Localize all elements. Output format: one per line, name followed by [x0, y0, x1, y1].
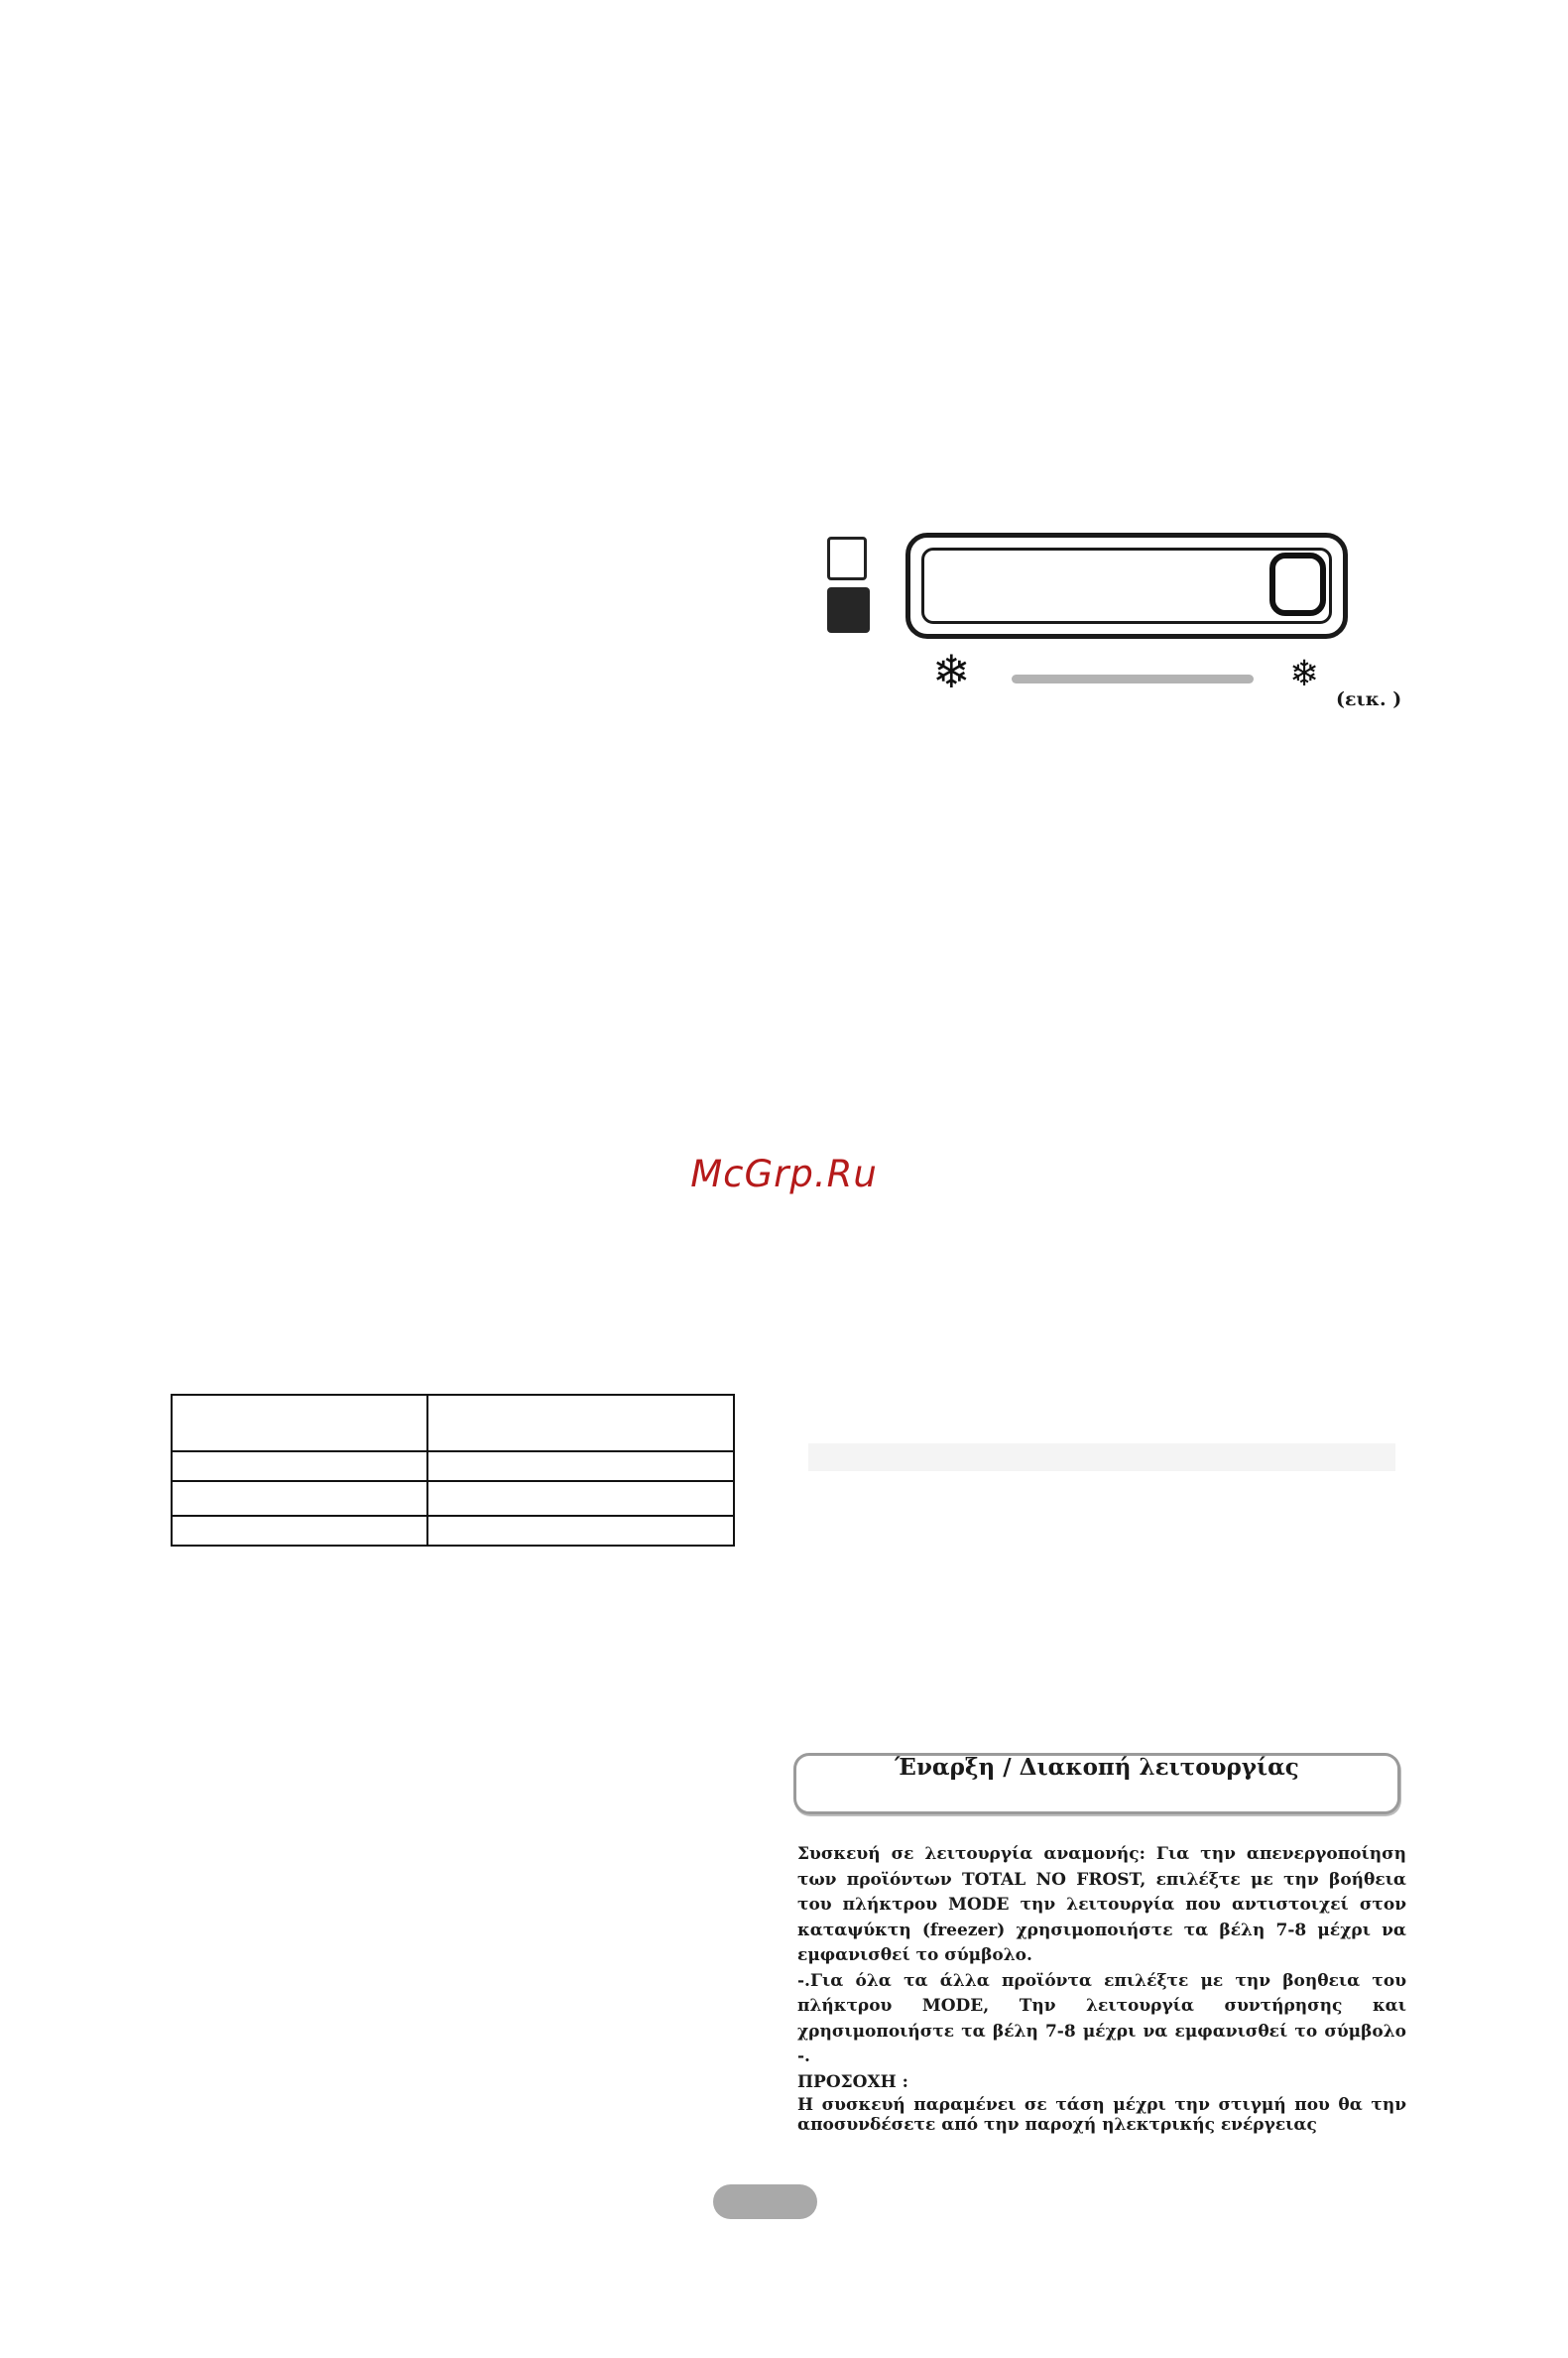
body-paragraph: -.Για όλα τα άλλα προϊόντα επιλέξτε με την βοηθεια του πλήκτρου MODE, Την λειτουργία συντήρησης και χρησιμοποιήστε τα βέλη 7-8 μέχρι να εμφανισθεί το σύμβολο -. — [797, 1970, 1406, 2066]
section-body — [797, 1842, 1406, 2135]
indicator-dark-square — [827, 587, 870, 633]
table-column-divider — [426, 1394, 428, 1547]
snowflake-large-icon: ❄ — [932, 645, 971, 698]
section-heading: Έναρξη / Διακοπή λειτουργίας — [895, 1754, 1299, 1781]
indicator-light-square — [827, 537, 867, 580]
table-row-divider — [171, 1450, 735, 1452]
page-number-pill — [713, 2184, 817, 2219]
snowflake-small-icon: ❄ — [1289, 654, 1320, 694]
warning-label: ΠΡΟΣΟΧΗ : — [797, 2071, 908, 2092]
body-paragraph: Συσκευή σε λειτουργία αναμονής: Για την απενεργοποίηση των προϊόντων TOTAL NO FROST, επιλέξτε με την βοήθεια του πλήκτρου MODE την λειτουργία που αντιστοιχεί στον καταψύκτη (freezer) χρησιμοποιήστε τα βέλη 7-8 μέχρι να εμφανισθεί το σύμβολο. — [797, 1844, 1406, 1965]
gray-band — [808, 1443, 1395, 1471]
display-button — [1269, 553, 1326, 616]
figure-label: (εικ. ) — [1336, 688, 1402, 710]
table-row-divider — [171, 1480, 735, 1482]
watermark: McGrp.Ru — [690, 1153, 878, 1195]
table-row-divider — [171, 1515, 735, 1517]
settings-table — [171, 1394, 735, 1547]
warning-text: Η συσκευή παραμένει σε τάση μέχρι την στιγμή που θα την αποσυνδέσετε από την παροχή ηλεκτρικής ενέργειας — [797, 2095, 1406, 2135]
temperature-slider-bar — [1012, 675, 1254, 683]
